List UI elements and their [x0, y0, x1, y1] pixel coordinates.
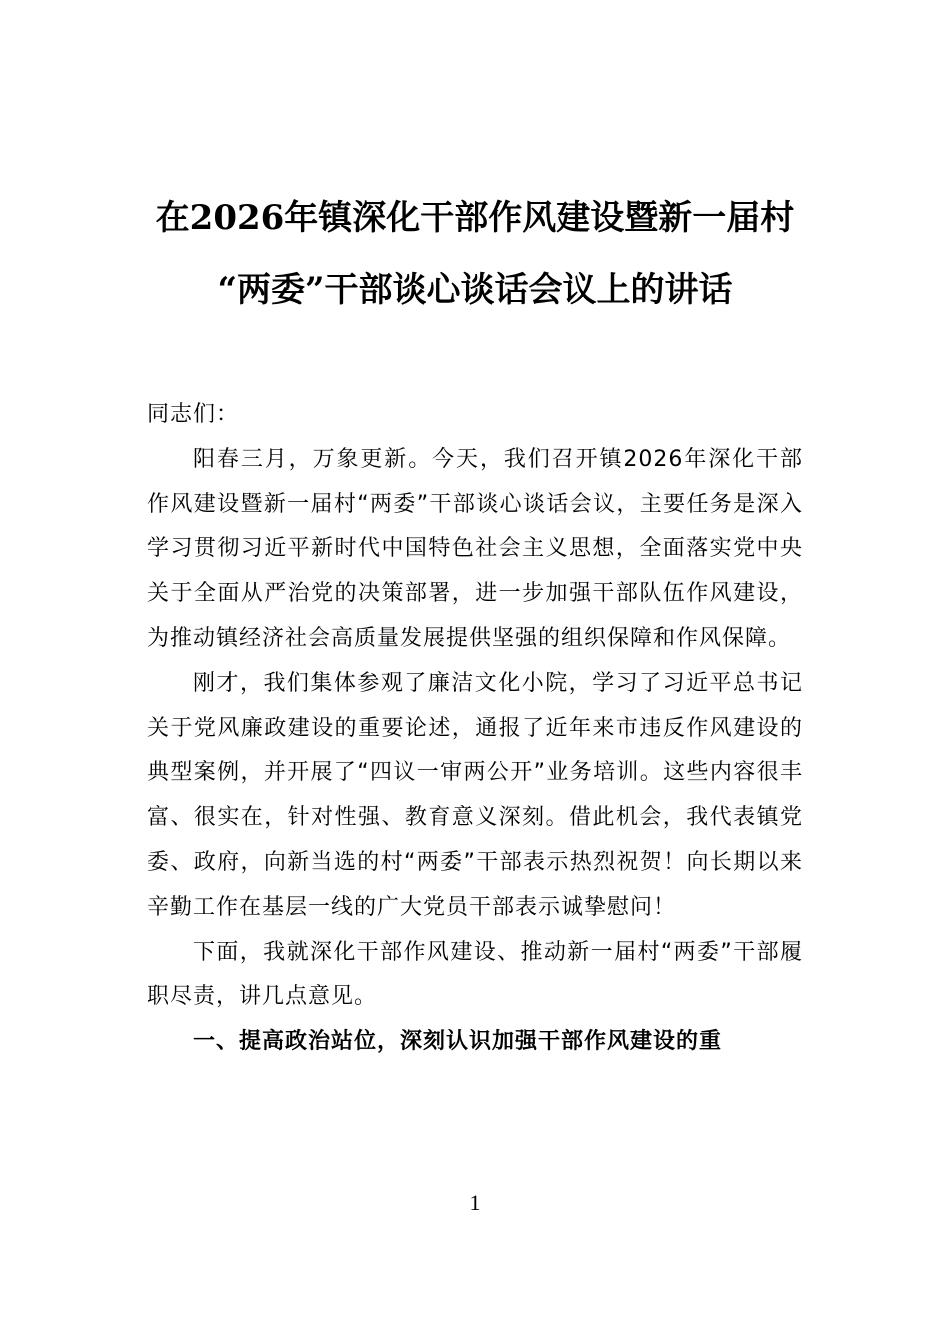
body-paragraph-1: 阳春三月，万象更新。今天，我们召开镇2026年深化干部作风建设暨新一届村“两委”干部谈心谈话会议，主要任务是深入学习贯彻习近平新时代中国特色社会主义思想，全面落实党中央关于全面从严治党的决策部署，进一步加强干部队伍作风建设，为推动镇经济社会高质量发展提供坚强的组织保障和作风保障。 [147, 446, 803, 651]
section-heading-1: 一、提高政治站位，深刻认识加强干部作风建设的重 [193, 1029, 723, 1055]
body-paragraph-2: 刚才，我们集体参观了廉洁文化小院，学习了习近平总书记关于党风廉政建设的重要论述，通报了近年来市违反作风建设的典型案例，并开展了“四议一审两公开”业务培训。这些内容很丰富、很实在，针对性强、教育意义深刻。借此机会，我代表镇党委、政府，向新当选的村“两委”干部表示热烈祝贺！向长期以来辛勤工作在基层一线的广大党员干部表示诚挚慰问！ [147, 670, 803, 920]
page-number: 1 [469, 1190, 481, 1215]
body-paragraph-3: 下面，我就深化干部作风建设、推动新一届村“两委”干部履职尽责，讲几点意见。 [147, 939, 803, 1010]
salutation: 同志们： [147, 402, 240, 427]
document-body [147, 393, 803, 1065]
document-title-line-2: “两委”干部谈心谈话会议上的讲话 [217, 270, 733, 310]
document-title-line-1: 在2026年镇深化干部作风建设暨新一届村 [155, 198, 795, 238]
